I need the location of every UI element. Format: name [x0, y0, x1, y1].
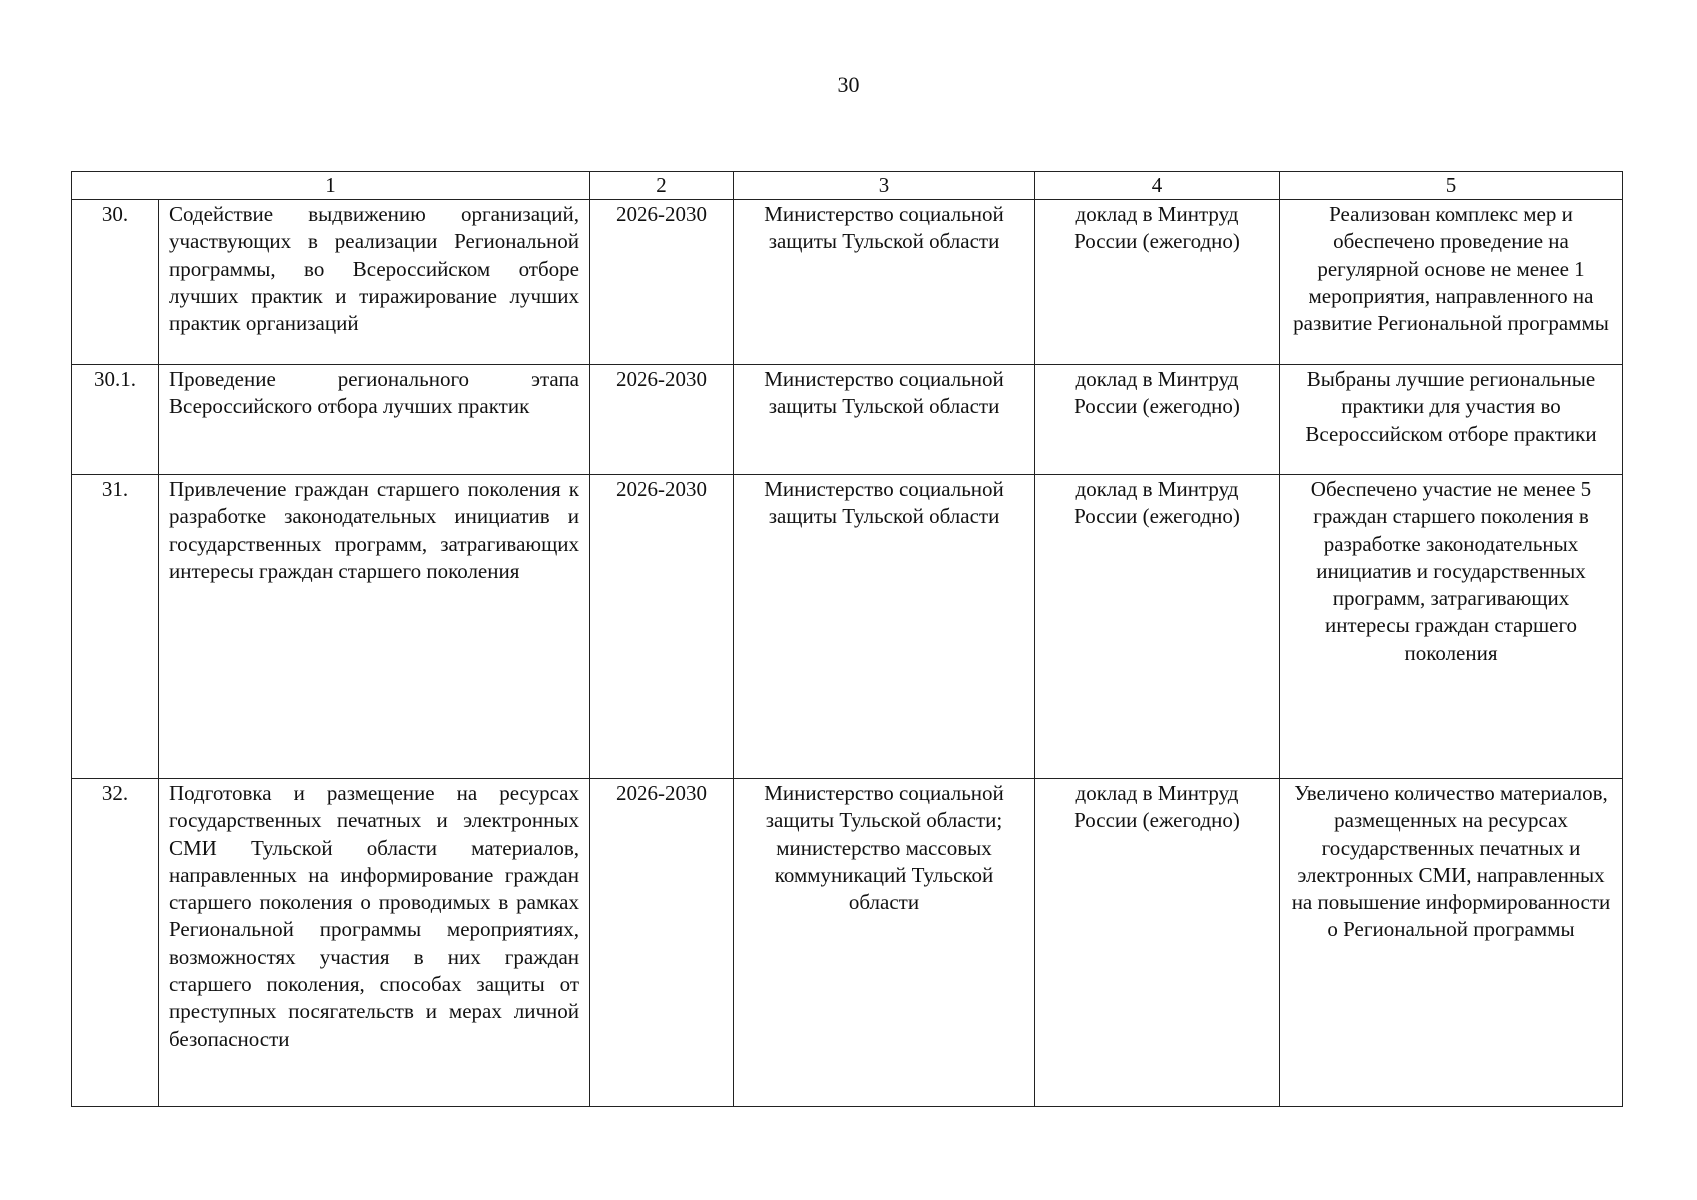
measures-table: [71, 171, 1623, 1107]
expected-result: Выбраны лучшие региональные практики для участия во Всероссийском отборе практики: [1280, 365, 1623, 475]
measure-description: Привлечение граждан старшего поколения к разработке законодательных инициатив и государственных программ, затрагивающих интересы граждан старшего поколения: [159, 475, 590, 779]
implementation-period: 2026-2030: [590, 365, 734, 475]
table-row: [72, 200, 1623, 365]
responsible-executor: Министерство социальной защиты Тульской области: [734, 365, 1035, 475]
column-header-3: 3: [734, 172, 1035, 200]
column-header-4: 4: [1035, 172, 1280, 200]
implementation-period: 2026-2030: [590, 475, 734, 779]
implementation-period: 2026-2030: [590, 200, 734, 365]
measure-description: Проведение регионального этапа Всероссийского отбора лучших практик: [159, 365, 590, 475]
table-row: [72, 475, 1623, 779]
expected-result: Увеличено количество материалов, размещенных на ресурсах государственных печатных и электронных СМИ, направленных на повышение информированности о Региональной программы: [1280, 779, 1623, 1107]
expected-result: Реализован комплекс мер и обеспечено проведение на регулярной основе не менее 1 мероприятия, направленного на развитие Региональной программы: [1280, 200, 1623, 365]
responsible-executor: Министерство социальной защиты Тульской области; министерство массовых коммуникаций Тульской области: [734, 779, 1035, 1107]
column-header-2: 2: [590, 172, 734, 200]
table-header-row: [72, 172, 1623, 200]
expected-result: Обеспечено участие не менее 5 граждан старшего поколения в разработке законодательных инициатив и государственных программ, затрагивающих интересы граждан старшего поколения: [1280, 475, 1623, 779]
report-type: доклад в Минтруд России (ежегодно): [1035, 779, 1280, 1107]
measure-description: Подготовка и размещение на ресурсах государственных печатных и электронных СМИ Тульской области материалов, направленных на информирование граждан старшего поколения о проводимых в рамках Региональной программы мероприятиях, возможностях участия в них граждан старшего поколения, способах защиты от преступных посягательств и мерах личной безопасности: [159, 779, 590, 1107]
row-number: 30.1.: [72, 365, 159, 475]
table-row: [72, 365, 1623, 475]
column-header-5: 5: [1280, 172, 1623, 200]
responsible-executor: Министерство социальной защиты Тульской области: [734, 475, 1035, 779]
measure-description: Содействие выдвижению организаций, участвующих в реализации Региональной программы, во Всероссийском отборе лучших практик и тиражирование лучших практик организаций: [159, 200, 590, 365]
page-number: 30: [837, 72, 860, 97]
table-row: [72, 779, 1623, 1107]
responsible-executor: Министерство социальной защиты Тульской области: [734, 200, 1035, 365]
row-number: 30.: [72, 200, 159, 365]
column-header-1: 1: [72, 172, 590, 200]
row-number: 31.: [72, 475, 159, 779]
report-type: доклад в Минтруд России (ежегодно): [1035, 200, 1280, 365]
row-number: 32.: [72, 779, 159, 1107]
report-type: доклад в Минтруд России (ежегодно): [1035, 475, 1280, 779]
implementation-period: 2026-2030: [590, 779, 734, 1107]
report-type: доклад в Минтруд России (ежегодно): [1035, 365, 1280, 475]
